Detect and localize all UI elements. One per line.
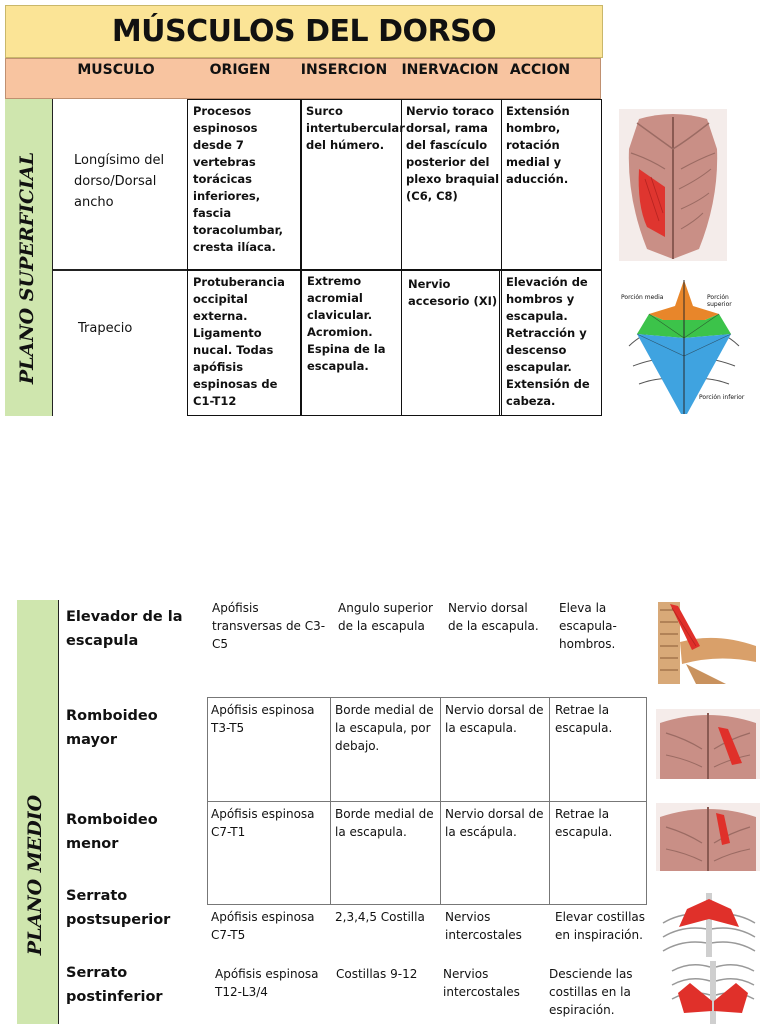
title-bar — [5, 5, 603, 58]
accion-dorsal-ancho: Extensión hombro, rotación medial y aducción. — [506, 104, 570, 186]
musculo-serrato-postsuperior: Serrato postsuperior — [66, 888, 171, 928]
accion-serrato-postsuperior: Elevar costillas en inspiración. — [555, 910, 646, 942]
insercion-trapecio: Extremo acromial clavicular. Acromion. Espina de la escapula. — [307, 274, 386, 373]
insercion-serrato-postinferior: Costillas 9-12 — [336, 967, 418, 981]
accion-romboideo-mayor: Retrae la escapula. — [555, 703, 613, 735]
accion-romboideo-menor: Retrae la escapula. — [555, 807, 613, 839]
origen-romboideo-mayor: Apófisis espinosa T3-T5 — [211, 703, 315, 735]
musculo-trapecio: Trapecio — [78, 321, 133, 336]
musculo-elevador: Elevador de la escapula — [66, 609, 183, 649]
trapecio-label-inferior: Porción inferior — [699, 394, 745, 401]
inervacion-serrato-postsuperior: Nervios intercostales — [445, 910, 522, 942]
insercion-romboideo-menor: Borde medial de la escapula. — [335, 807, 434, 839]
insercion-romboideo-mayor: Borde medial de la escapula, por debajo. — [335, 703, 434, 753]
musculo-romboideo-mayor: Romboideo mayor — [66, 708, 158, 748]
origen-dorsal-ancho: Procesos espinosos desde 7 vertebras torácicas inferiores, fascia toracolumbar, cresta ilíaca. — [193, 104, 284, 254]
musculo-serrato-postinferior: Serrato postinferior — [66, 965, 163, 1005]
plano-medio-label: PLANO MEDIO — [24, 794, 46, 956]
origen-elevador: Apófisis transversas de C3-C5 — [212, 601, 326, 651]
inervacion-romboideo-mayor: Nervio dorsal de la escapula. — [445, 703, 544, 735]
inervacion-elevador: Nervio dorsal de la escapula. — [448, 601, 539, 633]
origen-serrato-postsuperior: Apófisis espinosa C7-T5 — [211, 910, 315, 942]
elevador-illustration — [656, 602, 759, 684]
musculo-romboideo-menor: Romboideo menor — [66, 812, 158, 852]
trapecio-illustration — [619, 276, 749, 416]
inervacion-serrato-postinferior: Nervios intercostales — [443, 967, 520, 999]
musculo-dorsal-ancho: Longísimo del dorso/Dorsal ancho — [74, 153, 165, 210]
page-title: MÚSCULOS DEL DORSO — [111, 14, 497, 49]
inervacion-romboideo-menor: Nervio dorsal de la escápula. — [445, 807, 544, 839]
accion-serrato-postinferior: Desciende las costillas en la espiración. — [549, 967, 633, 1017]
header-insercion: INSERCION — [300, 62, 388, 78]
inervacion-dorsal-ancho: Nervio toraco dorsal, rama del fascículo posterior del plexo braquial (C6, C8) — [406, 104, 500, 203]
serrato-postinferior-illustration — [668, 961, 758, 1024]
accion-trapecio: Elevación de hombros y escapula. Retracción y descenso escapular. Extensión de cabeza. — [506, 275, 590, 408]
accion-elevador: Eleva la escapula-hombros. — [559, 601, 617, 651]
origen-romboideo-menor: Apófisis espinosa C7-T1 — [211, 807, 315, 839]
dorsal-ancho-illustration — [619, 109, 727, 261]
header-inervacion: INERVACION — [401, 62, 499, 78]
serrato-postsuperior-illustration — [659, 893, 759, 957]
header-musculo: MUSCULO — [77, 62, 155, 78]
origen-trapecio: Protuberancia occipital externa. Ligamento nucal. Todas apófisis espinosas de C1-T12 — [193, 275, 285, 408]
inervacion-trapecio: Nervio accesorio (XI) — [408, 277, 498, 308]
plano-superficial-label: PLANO SUPERFICIAL — [16, 151, 38, 385]
romboideo-menor-illustration — [656, 803, 760, 871]
trapecio-label-superior: Porción superior — [707, 294, 732, 308]
romboideo-mayor-illustration — [656, 709, 760, 779]
trapecio-label-medial: Porción media — [621, 294, 664, 301]
header-accion: ACCION — [509, 62, 571, 78]
origen-serrato-postinferior: Apófisis espinosa T12-L3/4 — [215, 967, 319, 999]
insercion-dorsal-ancho: Surco intertubercular del húmero. — [306, 104, 405, 152]
insercion-serrato-postsuperior: 2,3,4,5 Costilla — [335, 910, 425, 924]
insercion-elevador: Angulo superior de la escapula — [338, 601, 433, 633]
header-origen: ORIGEN — [209, 62, 271, 78]
